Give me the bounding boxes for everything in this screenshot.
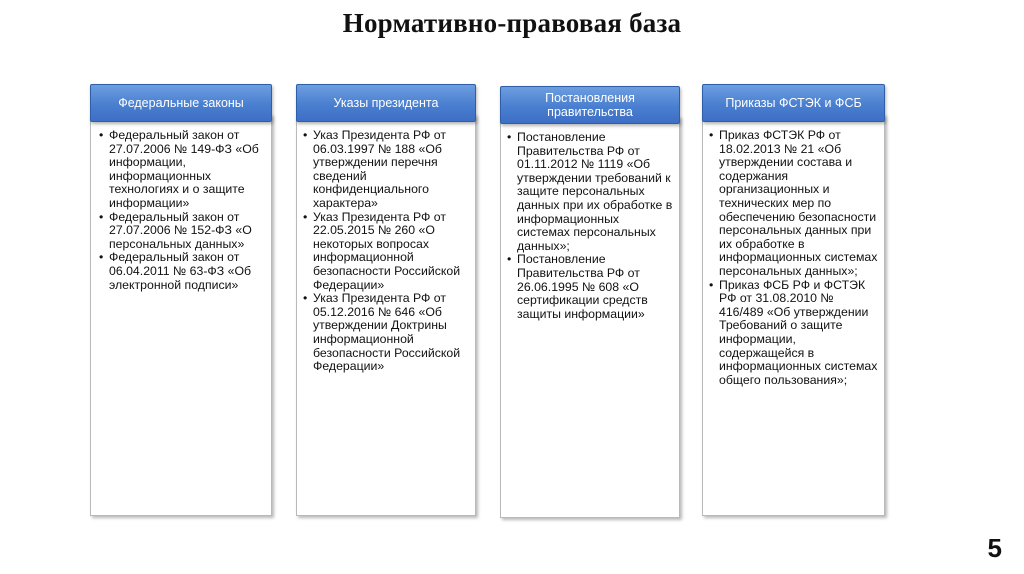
column-header: Приказы ФСТЭК и ФСБ xyxy=(702,84,885,122)
list-item: • Указ Президента РФ от 05.12.2016 № 646 «Об утверждении Доктрины информационной безопасности Российской Федерации» xyxy=(303,292,469,374)
slide-title: Нормативно-правовая база xyxy=(342,8,682,38)
item-list xyxy=(303,129,469,374)
content-card xyxy=(500,116,680,518)
column-fstec-fsb-orders xyxy=(702,84,885,516)
column-government-resolutions xyxy=(500,86,680,518)
content-card xyxy=(90,114,272,516)
list-item: • Указ Президента РФ от 22.05.2015 № 260 «О некоторых вопросах информационной безопасности Российской Федерации» xyxy=(303,211,469,293)
item-list xyxy=(507,131,673,321)
list-item: • Приказ ФСТЭК РФ от 18.02.2013 № 21 «Об утверждении состава и содержания организационных и технических мер по обеспечению безопасности персональных данных при их обработке в информационных системах персональных данных»; xyxy=(709,129,878,279)
content-card xyxy=(702,114,885,516)
item-list xyxy=(709,129,878,387)
item-list xyxy=(99,129,263,292)
column-header: Постановления правительства xyxy=(500,86,680,124)
list-item: • Постановление Правительства РФ от 26.06.1995 № 608 «О сертификации средств защиты информации» xyxy=(507,253,673,321)
page-number: 5 xyxy=(987,533,1002,563)
list-item: • Постановление Правительства РФ от 01.11.2012 № 1119 «Об утверждении требований к защите персональных данных при их обработке в информационных системах персональных данных»; xyxy=(507,131,673,253)
column-presidential-decrees xyxy=(296,84,476,516)
content-card xyxy=(296,114,476,516)
list-item: • Указ Президента РФ от 06.03.1997 № 188 «Об утверждении перечня сведений конфиденциального характера» xyxy=(303,129,469,211)
list-item: • Приказ ФСБ РФ и ФСТЭК РФ от 31.08.2010 № 416/489 «Об утверждении Требований о защите информации, содержащейся в информационных системах общего пользования»; xyxy=(709,279,878,388)
column-header: Указы президента xyxy=(296,84,476,122)
list-item: • Федеральный закон от 27.07.2006 № 149-ФЗ «Об информации, информационных технологиях и о защите информации» xyxy=(99,129,263,211)
list-item: • Федеральный закон от 27.07.2006 № 152-ФЗ «О персональных данных» xyxy=(99,211,263,252)
list-item: • Федеральный закон от 06.04.2011 № 63-ФЗ «Об электронной подписи» xyxy=(99,251,263,292)
column-header: Федеральные законы xyxy=(90,84,272,122)
column-federal-laws xyxy=(90,84,272,516)
